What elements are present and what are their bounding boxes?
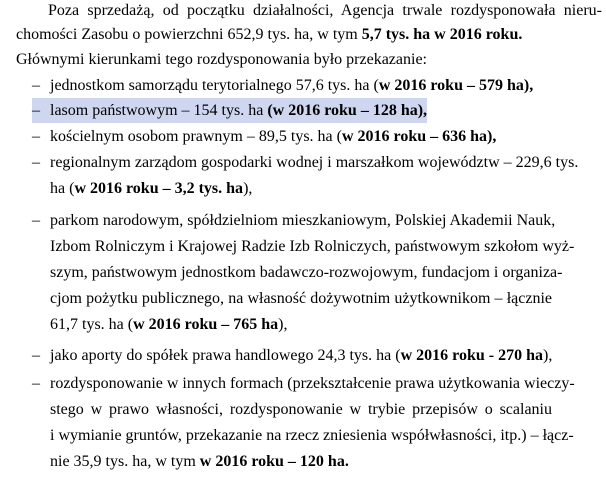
dash-bullet: – bbox=[32, 128, 40, 145]
dash-bullet: – bbox=[32, 212, 40, 229]
paragraph-line-2 bbox=[16, 22, 606, 47]
paragraph-text: Poza sprzedażą, od początku działalności, Agencja trwale rozdysponowała nieru- bbox=[48, 2, 602, 19]
list-item bbox=[0, 124, 606, 149]
list-item-continuation: Izbom Rolniczym i Krajowej Radzie Izb Rolniczych, państwowym szkołom wyż- bbox=[50, 238, 575, 255]
list-item-continuation: 61,7 tys. ha (w 2016 roku – 765 ha), bbox=[50, 316, 288, 333]
paragraph-text: Głównymi kierunkami tego rozdysponowania było przekazanie: bbox=[16, 51, 427, 68]
dash-bullet: – bbox=[32, 98, 46, 123]
list-item-text-selected: lasom państwowym – 154 tys. ha (w 2016 roku – 128 ha), bbox=[46, 98, 427, 123]
list-item bbox=[0, 208, 606, 233]
list-item-text: parkom narodowym, spółdzielniom mieszkaniowym, Polskiej Akademii Nauk, bbox=[50, 212, 556, 229]
list-item-continuation: cjom pożytku publicznego, na własność dożywotnim użytkownikom – łącznie bbox=[50, 290, 552, 307]
paragraph-line-1 bbox=[48, 0, 602, 23]
list-item-text: rozdysponowanie w innych formach (przekształcenie prawa użytkowania wieczy- bbox=[50, 375, 575, 392]
list-item-continuation: ha (w 2016 roku – 3,2 tys. ha), bbox=[50, 180, 253, 197]
list-item-text: jako aporty do spółek prawa handlowego 24,3 tys. ha (w 2016 roku - 270 ha), bbox=[50, 347, 553, 364]
list-item bbox=[0, 371, 606, 396]
dash-bullet: – bbox=[32, 77, 40, 94]
dash-bullet: – bbox=[32, 375, 40, 392]
paragraph-bold-text: 5,7 tys. ha w 2016 roku. bbox=[361, 26, 523, 43]
list-item bbox=[0, 73, 606, 98]
list-item-continuation: nie 35,9 tys. ha, w tym w 2016 roku – 120 ha. bbox=[50, 453, 349, 470]
list-item bbox=[0, 150, 606, 175]
list-item-continuation: szym, państwowym jednostkom badawczo-rozwojowym, fundacjom i organiza- bbox=[50, 264, 563, 281]
list-item-text: jednostkom samorządu terytorialnego 57,6 tys. ha (w 2016 roku – 579 ha), bbox=[50, 77, 534, 94]
list-item-text: kościelnym osobom prawnym – 89,5 tys. ha (w 2016 roku – 636 ha), bbox=[50, 128, 497, 145]
list-item bbox=[0, 343, 606, 368]
paragraph-text: chomości Zasobu o powierzchni 652,9 tys. ha, w tym bbox=[16, 26, 362, 43]
dash-bullet: – bbox=[32, 154, 40, 171]
list-item-continuation: stego w prawo własności, rozdysponowanie w trybie przepisów o scalaniu bbox=[50, 401, 552, 418]
list-item-text: regionalnym zarządom gospodarki wodnej i marszałkom województw – 229,6 tys. bbox=[50, 154, 579, 171]
list-item-continuation: i wymianie gruntów, przekazanie na rzecz zniesienia współwłasności, itp.) – łącz- bbox=[50, 427, 574, 444]
paragraph-line-3 bbox=[16, 47, 606, 72]
list-item bbox=[0, 98, 606, 123]
dash-bullet: – bbox=[32, 347, 40, 364]
